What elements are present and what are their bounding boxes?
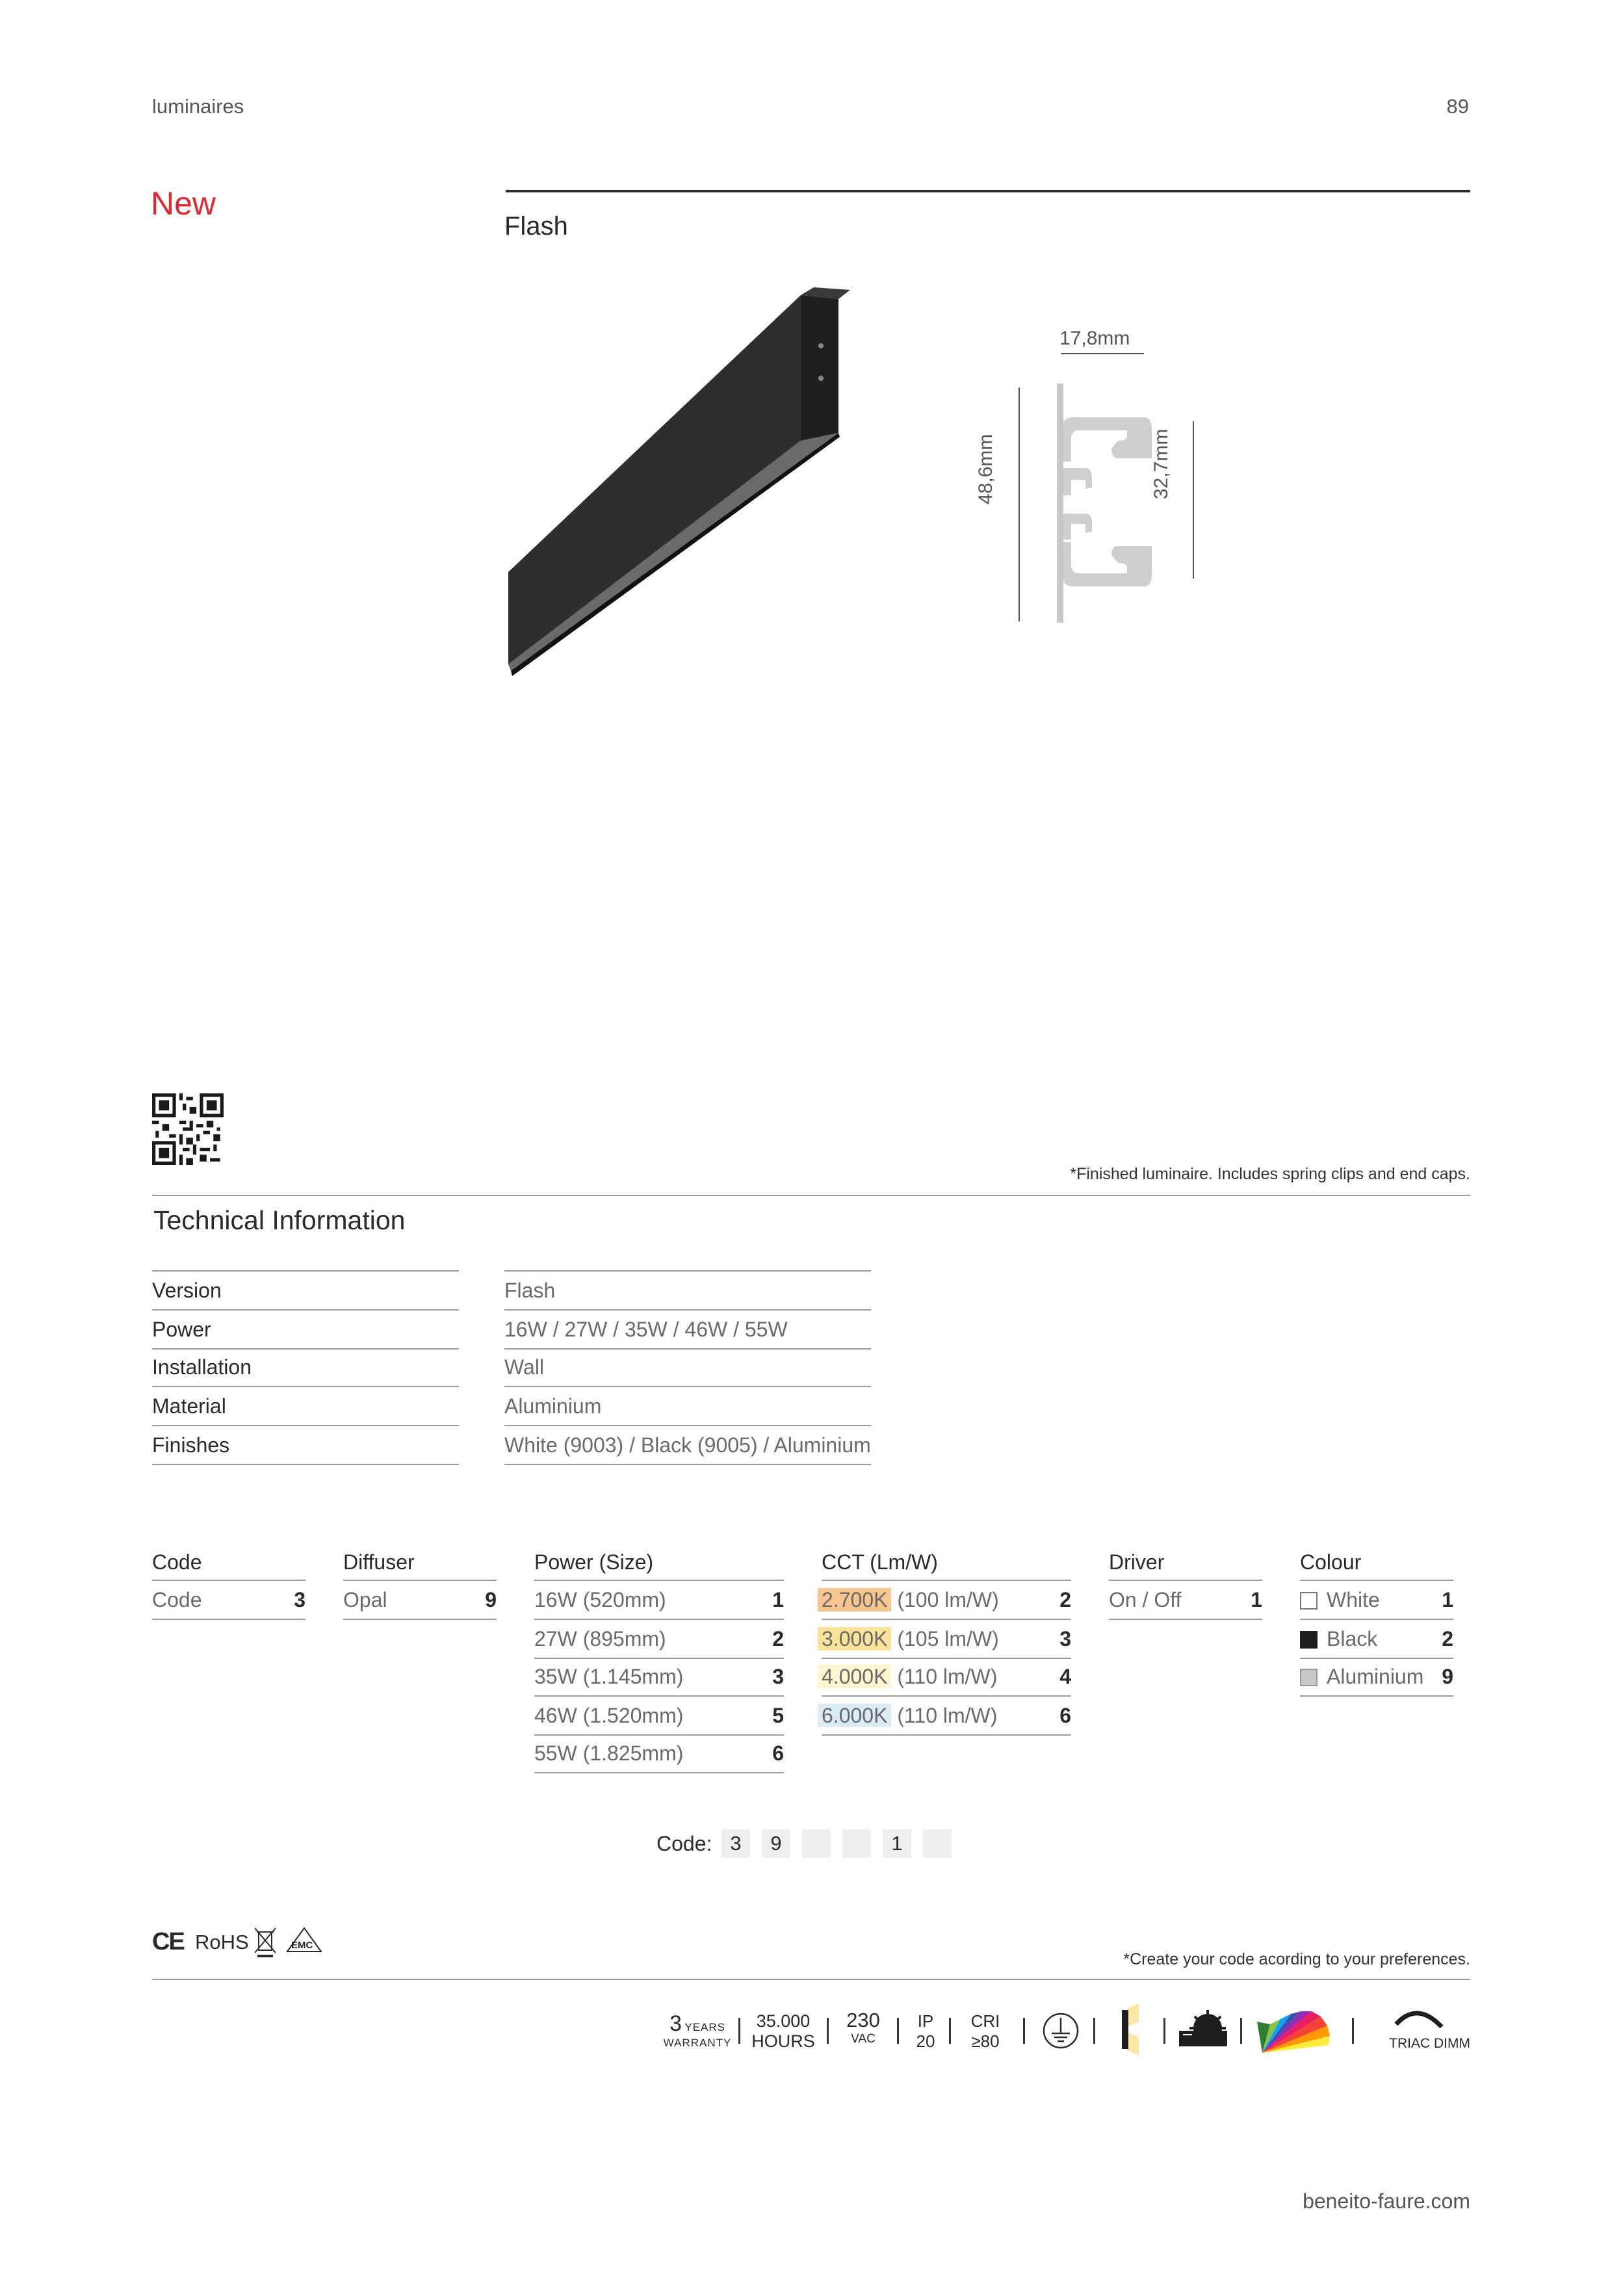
cct-value: 6.000K xyxy=(818,1704,891,1727)
tech-value-version: Flash xyxy=(504,1272,871,1311)
power-option-label: 27W (895mm) xyxy=(534,1627,666,1650)
tech-value-installation: Wall xyxy=(504,1348,871,1387)
separator xyxy=(949,2018,951,2044)
diffuser-option-opal[interactable] xyxy=(343,1581,497,1620)
tech-label-material: Material xyxy=(152,1387,459,1426)
power-option-16w[interactable] xyxy=(534,1581,784,1620)
code-box-5[interactable]: 1 xyxy=(883,1829,911,1858)
code-option-number: 3 xyxy=(294,1588,305,1611)
power-option-label: 55W (1.825mm) xyxy=(534,1742,684,1765)
separator xyxy=(1163,2018,1165,2044)
cct-number: 6 xyxy=(1059,1704,1071,1727)
voltage-badge xyxy=(837,2009,889,2046)
new-badge: New xyxy=(151,185,216,222)
power-option-label: 16W (520mm) xyxy=(534,1588,666,1611)
divider xyxy=(152,1979,1470,1980)
power-option-number: 2 xyxy=(772,1627,784,1650)
cct-option-3000k[interactable] xyxy=(822,1620,1071,1659)
rohs-mark: RoHS xyxy=(195,1931,249,1953)
diffuser-option-label: Opal xyxy=(343,1588,387,1611)
luminaire-image xyxy=(500,286,864,676)
website-link[interactable]: beneito-faure.com xyxy=(1303,2189,1470,2213)
power-option-number: 3 xyxy=(772,1665,784,1688)
voltage-label: VAC xyxy=(851,2032,876,2046)
separator xyxy=(1093,2018,1095,2044)
power-option-label: 35W (1.145mm) xyxy=(534,1665,684,1688)
power-option-27w[interactable] xyxy=(534,1620,784,1659)
cct-option-6000k[interactable] xyxy=(822,1697,1071,1736)
power-option-55w[interactable] xyxy=(534,1734,784,1773)
warranty-badge xyxy=(660,2011,734,2050)
code-box-4[interactable] xyxy=(842,1829,871,1858)
col-header-cct: CCT (Lm/W) xyxy=(822,1545,1071,1581)
ip-number: 20 xyxy=(916,2031,935,2051)
colour-option-aluminium[interactable] xyxy=(1300,1658,1453,1697)
width-dimension: 17,8mm xyxy=(1059,328,1130,349)
code-box-2[interactable]: 9 xyxy=(762,1829,790,1858)
colour-option-number: 2 xyxy=(1442,1627,1453,1650)
cct-efficacy: (105 lm/W) xyxy=(897,1627,999,1650)
hours-number: 35.000 xyxy=(756,2011,811,2031)
separator xyxy=(1352,2018,1354,2044)
code-builder-label: Code: xyxy=(656,1832,712,1855)
cct-option-4000k[interactable] xyxy=(822,1658,1071,1697)
colour-option-number: 1 xyxy=(1442,1588,1453,1611)
product-title: Flash xyxy=(504,212,568,241)
ce-mark: CE xyxy=(152,1928,184,1955)
emc-mark: EMC xyxy=(291,1940,313,1951)
cri-badge xyxy=(961,2011,1010,2052)
cri-label: CRI xyxy=(970,2011,1000,2031)
cri-number: ≥80 xyxy=(971,2031,1000,2051)
tech-label-finishes: Finishes xyxy=(152,1426,459,1465)
code-box-3[interactable] xyxy=(802,1829,831,1858)
power-option-35w[interactable] xyxy=(534,1658,784,1697)
colour-option-black[interactable] xyxy=(1300,1620,1453,1659)
cct-efficacy: (100 lm/W) xyxy=(897,1588,999,1611)
section-label: luminaires xyxy=(152,95,244,118)
tech-value-power: 16W / 27W / 35W / 46W / 55W xyxy=(504,1311,871,1350)
separator xyxy=(1023,2018,1025,2044)
cct-number: 3 xyxy=(1059,1627,1071,1650)
finished-footnote: *Finished luminaire. Includes spring clips and end caps. xyxy=(1070,1165,1470,1183)
ip-badge xyxy=(909,2011,942,2052)
warranty-number: 3 xyxy=(669,2011,682,2036)
cct-number: 4 xyxy=(1059,1665,1071,1688)
code-box-6[interactable] xyxy=(923,1829,952,1858)
tech-value-material: Aluminium xyxy=(504,1387,871,1426)
tech-label-version: Version xyxy=(152,1272,459,1311)
code-box-1[interactable]: 3 xyxy=(721,1829,750,1858)
col-header-colour: Colour xyxy=(1300,1545,1453,1581)
tech-label-power: Power xyxy=(152,1311,459,1350)
col-header-power: Power (Size) xyxy=(534,1545,784,1581)
col-header-driver: Driver xyxy=(1109,1545,1262,1581)
voltage-number: 230 xyxy=(846,2009,880,2031)
driver-option-label: On / Off xyxy=(1109,1588,1182,1611)
diffuser-option-number: 9 xyxy=(485,1588,497,1611)
colour-option-white[interactable] xyxy=(1300,1581,1453,1620)
profile-drawing xyxy=(988,325,1235,637)
tech-value-finishes: White (9003) / Black (9005) / Aluminium xyxy=(504,1426,871,1465)
code-option-label: Code xyxy=(152,1588,202,1611)
warranty-years: YEARS xyxy=(684,2021,725,2033)
tech-label-installation: Installation xyxy=(152,1348,459,1387)
driver-option-onoff[interactable] xyxy=(1109,1581,1262,1620)
height-dimension: 48,6mm xyxy=(975,434,996,504)
hours-badge xyxy=(747,2011,819,2052)
inner-height-dimension: 32,7mm xyxy=(1150,428,1172,499)
divider xyxy=(152,1195,1470,1196)
power-option-46w[interactable] xyxy=(534,1697,784,1736)
colour-option-label: White xyxy=(1327,1588,1380,1611)
cct-number: 2 xyxy=(1059,1588,1071,1611)
aluminium-swatch xyxy=(1300,1669,1318,1686)
separator xyxy=(827,2018,829,2044)
cct-efficacy: (110 lm/W) xyxy=(897,1665,998,1688)
colour-option-label: Black xyxy=(1327,1627,1378,1650)
power-option-number: 5 xyxy=(772,1704,784,1727)
separator xyxy=(1240,2018,1242,2044)
col-header-diffuser: Diffuser xyxy=(343,1545,497,1581)
col-header-code: Code xyxy=(152,1545,305,1581)
separator xyxy=(738,2018,740,2044)
cct-value: 4.000K xyxy=(818,1665,891,1688)
hours-label: HOURS xyxy=(751,2031,815,2051)
black-swatch xyxy=(1300,1631,1318,1649)
separator xyxy=(897,2018,899,2044)
warranty-label: WARRANTY xyxy=(663,2037,732,2049)
colour-option-label: Aluminium xyxy=(1327,1665,1424,1688)
cct-value: 2.700K xyxy=(818,1588,891,1611)
code-option[interactable] xyxy=(152,1581,305,1620)
white-swatch xyxy=(1300,1592,1318,1610)
page-number: 89 xyxy=(1446,95,1469,118)
power-option-number: 1 xyxy=(772,1588,784,1611)
driver-option-number: 1 xyxy=(1251,1588,1262,1611)
ip-label: IP xyxy=(917,2011,934,2031)
title-rule xyxy=(506,190,1470,192)
cct-value: 3.000K xyxy=(818,1627,891,1650)
technical-title: Technical Information xyxy=(153,1205,406,1235)
dimmer-arc-icon xyxy=(1391,2005,1447,2033)
wall-light-icon xyxy=(1118,2003,1144,2055)
create-code-note: *Create your code acording to your preferences. xyxy=(1123,1950,1470,1968)
power-option-number: 6 xyxy=(772,1742,784,1765)
weee-bin-icon xyxy=(253,1925,277,1958)
triac-dimm-label: TRIAC DIMM xyxy=(1389,2036,1470,2051)
earth-ground-icon xyxy=(1041,2011,1080,2050)
cct-option-2700k[interactable] xyxy=(822,1581,1071,1620)
color-fan-icon xyxy=(1256,2002,1332,2057)
qr-code xyxy=(152,1093,224,1165)
power-option-label: 46W (1.520mm) xyxy=(534,1704,684,1727)
cct-efficacy: (110 lm/W) xyxy=(897,1704,998,1727)
driver-saw-icon xyxy=(1178,2009,1228,2050)
colour-option-number: 9 xyxy=(1442,1665,1453,1688)
